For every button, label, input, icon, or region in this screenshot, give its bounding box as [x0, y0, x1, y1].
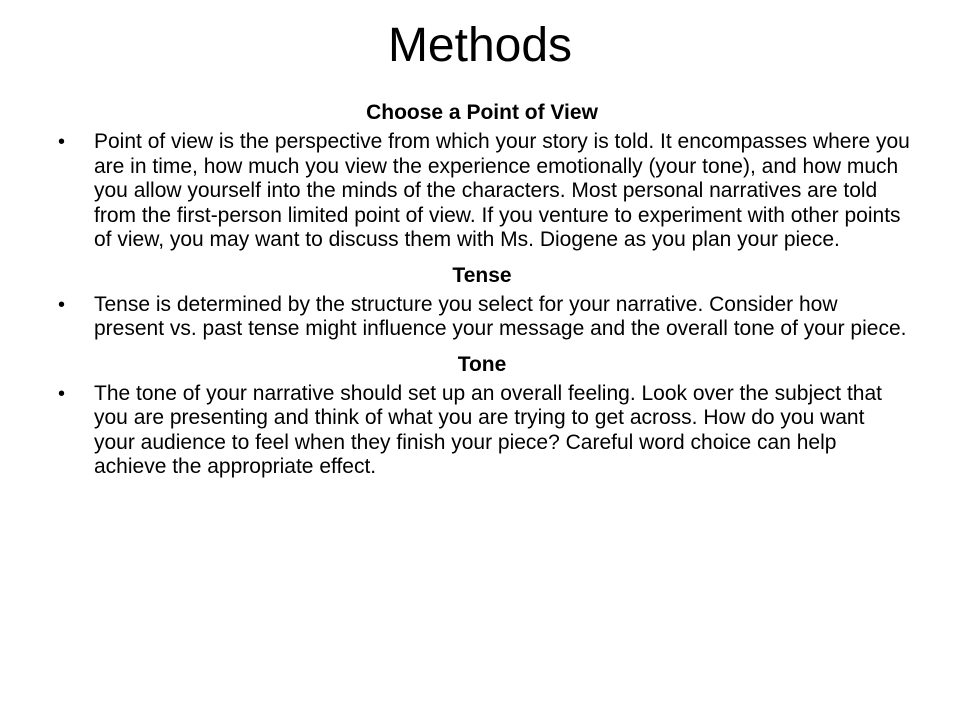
bullet-item — [54, 382, 910, 480]
section-heading: Tense — [452, 263, 512, 287]
bullet-icon: • — [58, 382, 66, 405]
bullet-text: Point of view is the perspective from which your story is told. It encompasses where you are in time, how much you view the experience emotionally (your tone), and how much you allow yourself into the minds of the characters. Most personal narratives are told from the first-person limited point of view. If you venture to experiment with other points of view, you may want to discuss them with Ms. Diogene as you plan your piece. — [94, 130, 910, 251]
bullet-item — [54, 293, 910, 342]
section-tense — [54, 261, 910, 342]
section-tone — [54, 350, 910, 480]
section-heading: Choose a Point of View — [366, 101, 598, 124]
bullet-item — [54, 130, 910, 253]
bullet-icon: • — [58, 131, 66, 153]
bullet-text: Tense is determined by the structure you select for your narrative. Consider how present vs. past tense might influence your message and the overall tone of your piece. — [94, 292, 907, 340]
section-heading: Tone — [457, 352, 507, 376]
bullet-icon: • — [58, 293, 66, 316]
slide-content — [54, 98, 910, 488]
bullet-text: The tone of your narrative should set up an overall feeling. Look over the subject that you are presenting and think of what you are trying to get across. How do you want your audience to feel when they finish your piece? Careful word choice can help achieve the appropriate effect. — [94, 381, 882, 478]
slide-title: Methods — [387, 19, 573, 72]
section-point-of-view — [54, 98, 910, 253]
